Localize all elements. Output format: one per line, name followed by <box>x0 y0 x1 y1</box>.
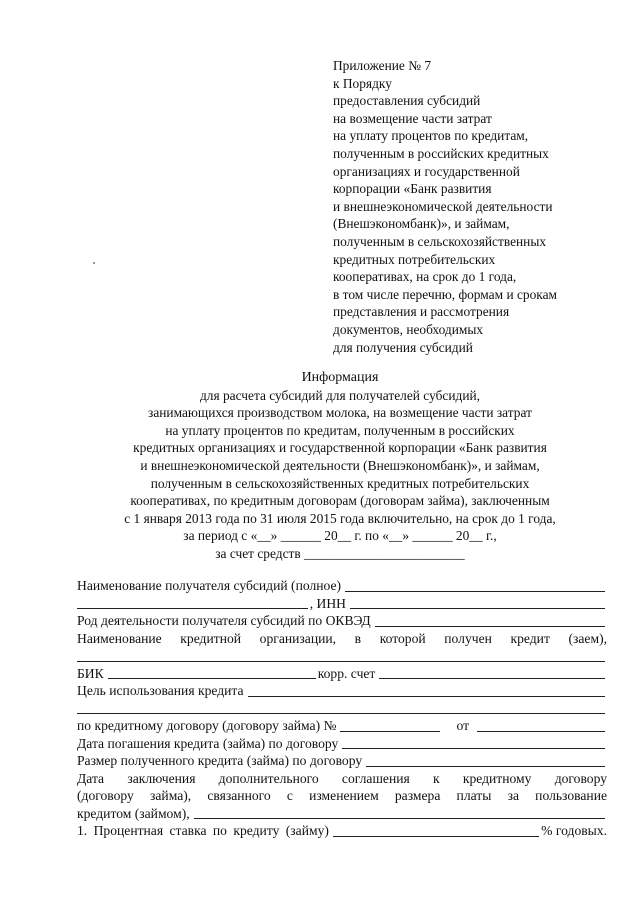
appendix-line: организациях и государственной <box>333 163 520 179</box>
info-line: занимающихся производством молока, на возмещение части затрат <box>148 405 532 421</box>
contract-date-label: от <box>456 718 470 733</box>
appendix-header <box>333 57 623 356</box>
corr-account-field[interactable] <box>379 666 605 679</box>
funding-source-line: за счет средств ________________________ <box>215 545 465 561</box>
contract-date-field[interactable] <box>477 719 605 732</box>
supplementary-agreement-line: (договору займа), связанного с изменением размера платы за пользование <box>77 788 607 803</box>
appendix-line: представления и рассмотрения <box>333 304 510 320</box>
appendix-line: и внешнеэкономической деятельности <box>333 198 553 214</box>
appendix-line: корпорации «Банк развития <box>333 181 492 197</box>
appendix-line: Приложение № 7 <box>333 58 432 73</box>
supplementary-agreement-label: кредитом (займом), <box>77 805 190 821</box>
corr-account-label: корр. счет <box>317 665 376 681</box>
application-form <box>77 577 607 840</box>
appendix-line: кооперативах, на срок до 1 года, <box>333 269 517 285</box>
purpose-continuation-field[interactable] <box>77 701 605 714</box>
contract-number-label: по кредитному договору (договору займа) № <box>77 718 337 733</box>
appendix-line: в том числе перечню, формам и срокам <box>333 286 558 302</box>
okved-label: Род деятельности получателя субсидий по ОКВЭД <box>77 613 371 628</box>
loan-size-field[interactable] <box>366 754 605 767</box>
info-line: с 1 января 2013 года по 31 июля 2015 года включительно, на срок до 1 года, <box>124 510 556 526</box>
bank-name-label: Наименование кредитной организации, в которой получен кредит (заем), <box>77 630 607 646</box>
appendix-line: кредитных потребительских <box>333 251 496 267</box>
bik-label: БИК <box>77 665 104 681</box>
period-line: за период с «__» ______ 20__ г. по «__» ______ 20__ г., <box>183 528 497 544</box>
appendix-line: документов, необходимых <box>333 321 484 337</box>
info-line: для расчета субсидий для получателей субсидий, <box>199 387 481 403</box>
contract-number-field[interactable] <box>340 719 440 732</box>
okved-row <box>77 612 607 630</box>
purpose-row <box>77 682 607 700</box>
scan-speck <box>93 262 95 264</box>
repayment-date-field[interactable] <box>342 736 605 749</box>
info-line: кооперативах, по кредитным договорам (договорам займа), заключенным <box>130 493 550 509</box>
appendix-line: на возмещение части затрат <box>333 110 492 126</box>
inn-row <box>77 595 607 613</box>
percent-annual-label: % годовых. <box>541 823 607 838</box>
info-line: кредитных организациях и государственной корпорации «Банк развития <box>133 440 547 456</box>
appendix-line: полученным в сельскохозяйственных <box>333 233 547 249</box>
info-title-block <box>60 369 620 563</box>
purpose-field[interactable] <box>248 684 605 697</box>
info-line: и внешнеэкономической деятельности (Внешэкономбанк)», и займам, <box>140 457 540 473</box>
purpose-label: Цель использования кредита <box>77 683 244 698</box>
appendix-line: предоставления субсидий <box>333 93 481 109</box>
supplementary-agreement-line: Дата заключения дополнительного соглашения к кредитному договору <box>77 770 607 786</box>
repayment-date-label: Дата погашения кредита (займа) по договору <box>77 735 339 751</box>
bank-name-field[interactable] <box>77 649 605 662</box>
inn-label: , ИНН <box>309 595 346 611</box>
supplementary-agreement-field[interactable] <box>194 806 605 819</box>
bank-name-row <box>77 647 607 665</box>
purpose-continuation-row <box>77 700 607 718</box>
interest-rate-label: 1. Процентная ставка по кредиту (займу) <box>77 823 329 838</box>
appendix-line: к Порядку <box>333 75 392 91</box>
appendix-line: (Внешэкономбанк)», и займам, <box>333 216 510 232</box>
bik-row <box>77 665 607 683</box>
appendix-line: на уплату процентов по кредитам, <box>333 128 529 144</box>
recipient-name-continuation-field[interactable] <box>77 596 308 609</box>
interest-rate-field[interactable] <box>333 824 539 837</box>
bik-field[interactable] <box>108 666 316 679</box>
recipient-name-label: Наименование получателя субсидий (полное) <box>77 578 342 593</box>
loan-size-label: Размер полученного кредита (займа) по договору <box>77 753 363 768</box>
interest-rate-row <box>77 822 607 840</box>
contract-row <box>77 717 607 735</box>
appendix-line: полученным в российских кредитных <box>333 145 549 161</box>
document-title: Информация <box>301 370 379 385</box>
recipient-name-row <box>77 577 607 595</box>
appendix-line: для получения субсидий <box>333 339 473 355</box>
recipient-name-field[interactable] <box>345 579 605 592</box>
inn-field[interactable] <box>350 596 605 609</box>
okved-field[interactable] <box>375 614 605 627</box>
info-line: полученным в сельскохозяйственных кредитных потребительских <box>150 475 530 491</box>
supplementary-agreement-row <box>77 805 607 823</box>
loan-size-row <box>77 752 607 770</box>
repayment-date-row <box>77 735 607 753</box>
info-line: на уплату процентов по кредитам, полученным в российских <box>165 422 515 438</box>
